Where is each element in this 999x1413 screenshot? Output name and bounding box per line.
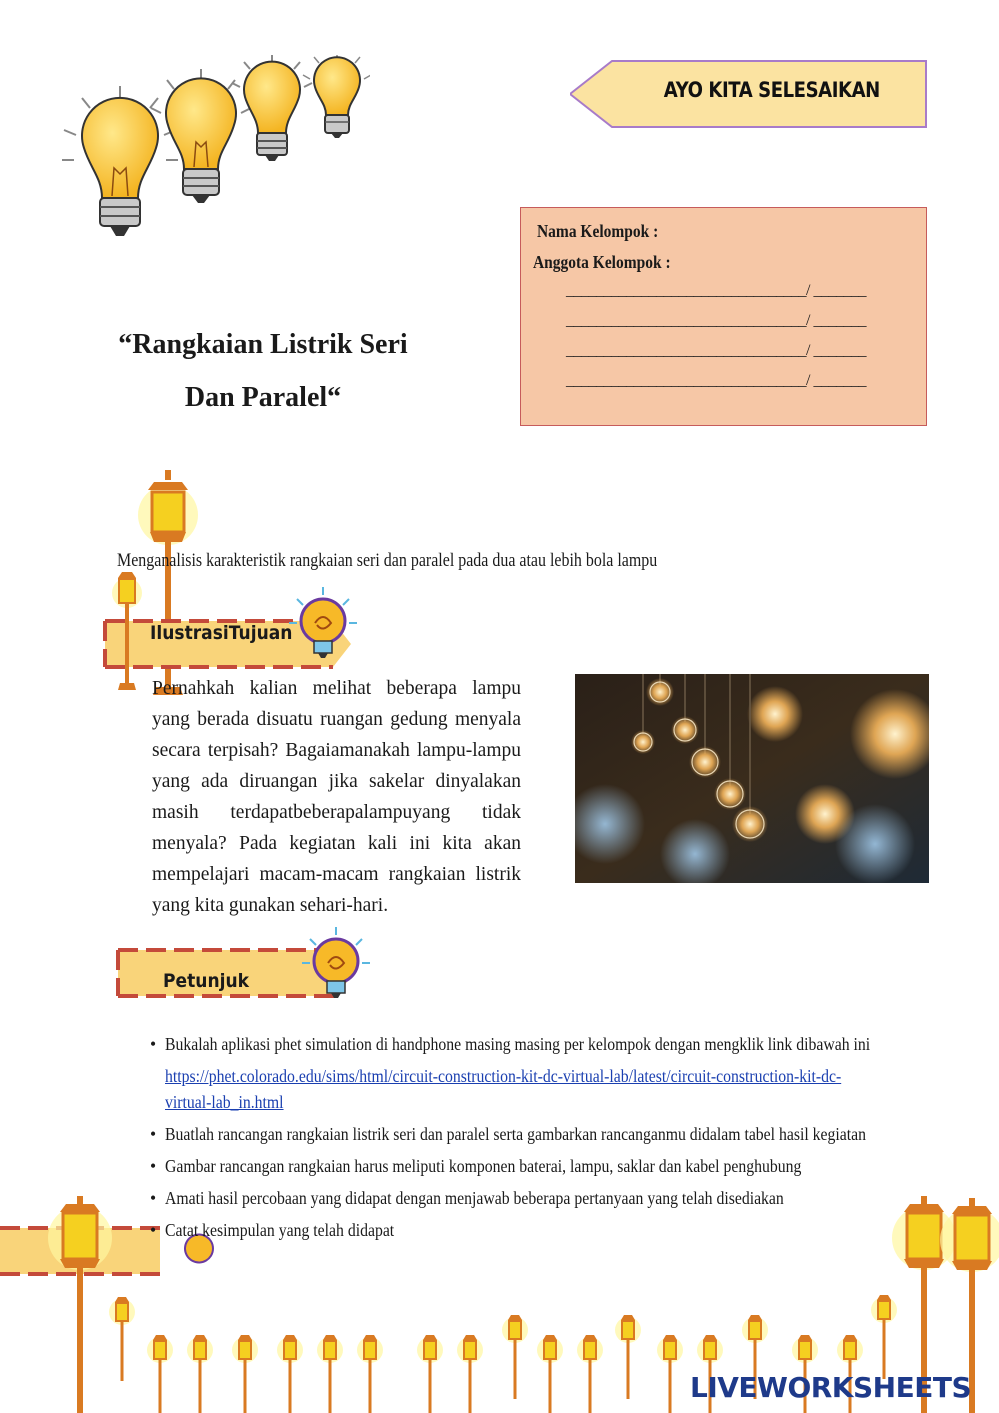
group-name-label: Nama Kelompok : <box>537 221 659 241</box>
list-item <box>150 1121 880 1147</box>
list-item <box>150 1153 880 1179</box>
instructions-list <box>150 1031 880 1249</box>
brand-text: LIVEWORKSHEETS <box>690 1371 972 1404</box>
bulb-icon <box>151 69 251 203</box>
member-line[interactable]: ________________________________/ _______ <box>566 282 866 299</box>
page-title <box>60 318 466 424</box>
instruction-text: Gambar rancangan rangkaian harus meliputi komponen baterai, lampu, saklar dan kabel penghubung <box>165 1156 802 1176</box>
instruction-text: Bukalah aplikasi phet simulation di handphone masing masing per kelompok dengan mengklik link dibawah ini <box>165 1034 871 1054</box>
hanging-bulbs-photo <box>575 674 929 883</box>
learning-objective: Menganalisis karakteristik rangkaian seri dan paralel pada dua atau lebih bola lampu <box>117 550 658 571</box>
idea-bulb-icon <box>287 585 359 660</box>
liveworksheets-logo[interactable] <box>690 1371 971 1404</box>
light-bulbs-illustration <box>55 55 370 250</box>
list-item <box>150 1031 880 1115</box>
members-label: Anggota Kelompok : <box>533 252 671 272</box>
bulb-icon <box>62 86 178 236</box>
section-label-instructions: Petunjuk <box>163 970 250 992</box>
bulb-icon <box>303 55 370 138</box>
list-item <box>150 1217 880 1243</box>
instruction-text: Buatlah rancangan rangkaian listrik seri dan paralel serta gambarkan rancanganmu didalam tabel hasil kegiatan <box>165 1124 867 1144</box>
group-info-box <box>520 207 927 426</box>
title-line-1: “Rangkaian Listrik Seri <box>118 329 408 360</box>
intro-paragraph: Pernahkah kalian melihat beberapa lampu yang berada disuatu ruangan gedung menyala secara terpisah? Bagaiamanakah lampu-lampu yang ada diruangan jika sakelar dinyalakan masih terdapatbeberapalampuyang tidak menyala? Pada kegiatan kali ini kita akan mempelajari macam-macam rangkaian listrik yang kita gunakan sehari-hari. <box>152 678 521 916</box>
phet-link[interactable]: https://phet.colorado.edu/sims/html/circuit-construction-kit-dc-virtual-lab/latest/circuit-construction-kit-dc-virtual-lab_in.html <box>165 1066 842 1112</box>
member-line[interactable]: ________________________________/ _______ <box>566 372 866 389</box>
instruction-text: Catat kesimpulan yang telah didapat <box>165 1220 395 1240</box>
instruction-text: Amati hasil percobaan yang didapat dengan menjawab beberapa pertanyaan yang telah disediakan <box>165 1188 784 1208</box>
member-line[interactable]: ________________________________/ _______ <box>566 312 866 329</box>
list-item <box>150 1185 880 1211</box>
section-label-illustration: IlustrasiTujuan <box>150 622 293 644</box>
bulb-icon <box>232 55 312 161</box>
title-line-2: Dan Paralel“ <box>184 382 342 413</box>
idea-bulb-icon <box>300 925 372 1000</box>
banner-label: AYO KITA SELESAIKAN <box>663 78 880 102</box>
member-line[interactable]: ________________________________/ _______ <box>566 342 866 359</box>
street-lamp-icon <box>112 568 142 690</box>
